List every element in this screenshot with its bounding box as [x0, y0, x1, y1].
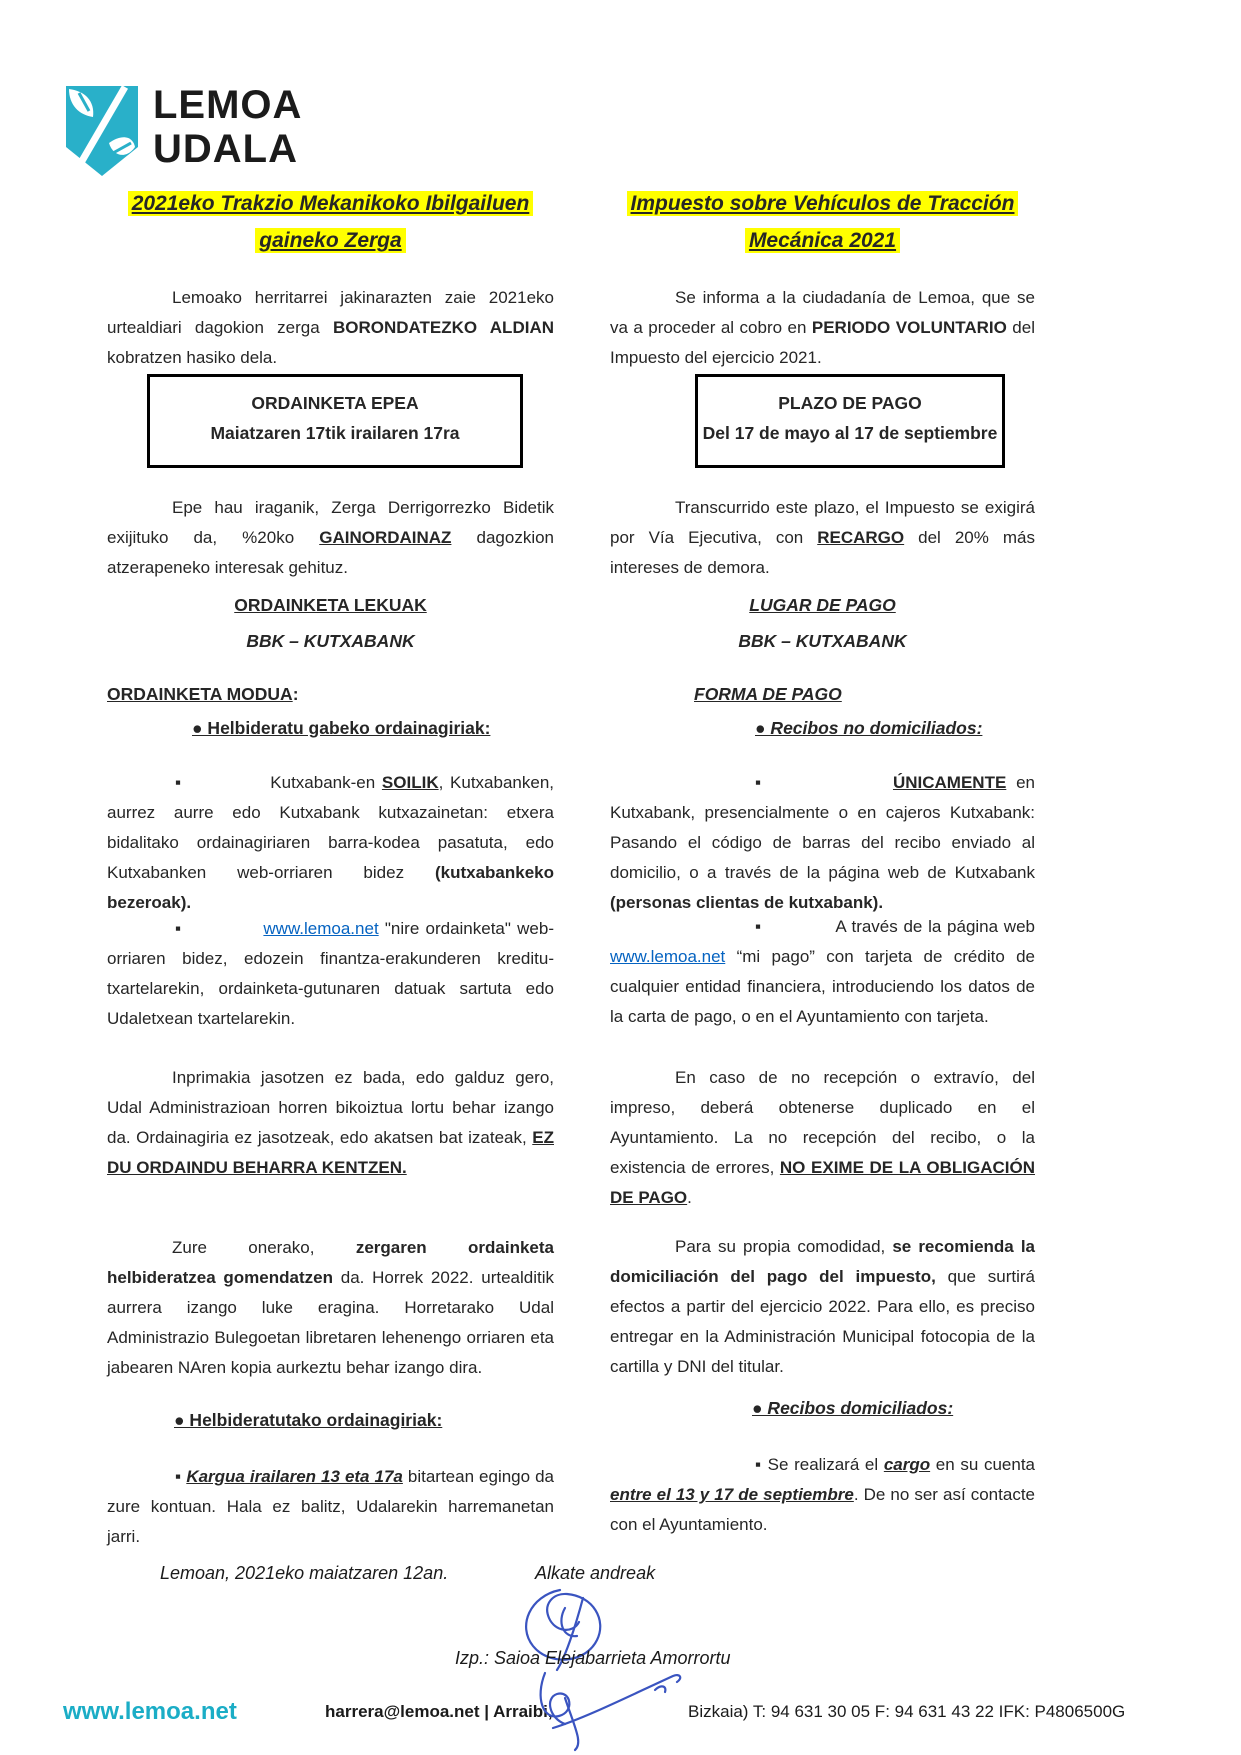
- heading-bank-es: BBK – KUTXABANK: [738, 631, 907, 651]
- title-es-line1: Impuesto sobre Vehículos de Tracción: [627, 191, 1019, 216]
- bullet-account-charge-es: ▪ Se realizará el cargo en su cuenta entre el 13 y 17 de septiembre. De no ser así contacte con el Ayuntamiento.: [610, 1455, 1036, 1534]
- footer-website-link[interactable]: www.lemoa.net: [63, 1698, 237, 1725]
- paragraph-intro-es: Se informa a la ciudadanía de Lemoa, que se va a proceder al cobro en PERIODO VOLUNTARIO del Impuesto del ejercicio 2021.: [610, 288, 1035, 367]
- title-eu-line2: gaineko Zerga: [255, 228, 405, 253]
- title-es: [610, 185, 1035, 259]
- paragraph-intro-eu: Lemoako herritarrei jakinarazten zaie 2021eko urtealdiari dagokion zerga BORONDATEZKO ALDIAN kobratzen hasiko dela.: [107, 288, 554, 367]
- heading-payment-mode-es: FORMA DE PAGO: [694, 684, 842, 704]
- paragraph-duplicate-es: En caso de no recepción o extravío, del impreso, deberá obtenerse duplicado en el Ayuntamiento. La no recepción del recibo, o la existencia de errores, NO EXIME DE LA OBLIGACIÓN DE PAGO.: [610, 1068, 1035, 1207]
- heading-bank-eu: BBK – KUTXABANK: [246, 631, 415, 651]
- signer-role: Alkate andreak: [535, 1563, 656, 1583]
- bullet-web-payment-es: ▪ A través de la página web www.lemoa.net “mi pago” con tarjeta de crédito de cualquier entidad financiera, introduciendo los datos de la carta de pago, o en el Ayuntamiento con tarjeta.: [610, 917, 1035, 1026]
- payment-period-title-eu: ORDAINKETA EPEA: [251, 393, 419, 413]
- title-eu-line1: 2021eko Trakzio Mekanikoko Ibilgailuen: [128, 191, 534, 216]
- heading-payment-places-es: LUGAR DE PAGO: [749, 595, 896, 615]
- heading-payment-places-eu: ORDAINKETA LEKUAK: [234, 595, 427, 615]
- paragraph-domiciliation-es: Para su propia comodidad, se recomienda la domiciliación del pago del impuesto, que surtirá efectos a partir del ejercicio 2022. Para ello, es preciso entregar en la Administración Municipal fotocopia de la cartilla y DNI del titular.: [610, 1237, 1035, 1376]
- payment-period-box-eu: [147, 374, 523, 468]
- heading-non-domiciled-es: ● Recibos no domiciliados:: [755, 718, 983, 738]
- heading-payment-mode-eu: ORDAINKETA MODUA:: [107, 684, 299, 704]
- footer-contact-email: harrera@lemoa.net | Arraibi,: [325, 1702, 553, 1721]
- footer-contact-phone: Bizkaia) T: 94 631 30 05 F: 94 631 43 22 IFK: P4806500G: [688, 1702, 1126, 1721]
- bullet-web-payment-eu: ▪ www.lemoa.net "nire ordainketa" web-orriaren bidez, edozein finantza-erakunderen kreditu-txartelarekin, ordainketa-gutunaren datuak sartuta edo Udaletxean txartelarekin.: [107, 919, 554, 1028]
- paragraph-domiciliation-eu: Zure onerako, zergaren ordainketa helbideratzea gomendatzen da. Horrek 2022. urtealditik aurrera izango luke eragina. Horretarako Udal Administrazio Bulegoetan libretaren lehenengo orriaren eta jabearen NAren kopia aurkeztu behar izango dira.: [107, 1238, 554, 1377]
- paragraph-deadline-eu: Epe hau iraganik, Zerga Derrigorrezko Bidetik exijituko da, %20ko GAINORDAINAZ dagozkion atzerapeneko interesak gehituz.: [107, 498, 555, 577]
- heading-domiciled-es: ● Recibos domiciliados:: [752, 1398, 954, 1418]
- logo-line-1: LEMOA: [153, 83, 303, 127]
- paragraph-deadline-es: Transcurrido este plazo, el Impuesto se exigirá por Vía Ejecutiva, con RECARGO del 20% más intereses de demora.: [610, 498, 1035, 577]
- heading-non-domiciled-eu: ● Helbideratu gabeko ordainagiriak:: [192, 718, 491, 738]
- inline-link[interactable]: www.lemoa.net: [610, 947, 726, 966]
- title-eu: [107, 185, 554, 259]
- basque-column: [107, 0, 554, 1755]
- heading-domiciled-eu: ● Helbideratutako ordainagiriak:: [174, 1410, 443, 1430]
- spanish-column: [610, 0, 1035, 1755]
- signed-by-line: Izp.: Saioa Elejabarrieta Amorrortu: [455, 1648, 731, 1668]
- bullet-kutxabank-es: ▪ ÚNICAMENTE en Kutxabank, presencialmente o en cajeros Kutxabank: Pasando el código de barras del recibo enviado al domicilio, o a través de la página web de Kutxabank (personas clientas de kutxabank).: [610, 773, 1035, 912]
- payment-period-box-es: [695, 374, 1005, 468]
- payment-period-dates-es: Del 17 de mayo al 17 de septiembre: [702, 423, 998, 443]
- bullet-account-charge-eu: ▪ Kargua irailaren 13 eta 17a bitartean egingo da zure kontuan. Hala ez balitz, Udalarekin harremanetan jarri.: [107, 1467, 554, 1546]
- inline-link[interactable]: www.lemoa.net: [263, 919, 379, 938]
- logo-line-2: UDALA: [153, 127, 298, 171]
- bullet-kutxabank-eu: ▪ Kutxabank-en SOILIK, Kutxabanken, aurrez aurre edo Kutxabank kutxazainetan: etxera bidalitako ordainagiriaren barra-kodea pasatuta, edo Kutxabanken web-orriaren bidez (kutxabankeko bezeroak).: [107, 773, 554, 912]
- place-date-line: Lemoan, 2021eko maiatzaren 12an.: [160, 1563, 449, 1583]
- paragraph-duplicate-eu: Inprimakia jasotzen ez bada, edo galduz gero, Udal Administrazioan horren bikoiztua lortu behar izango da. Ordainagiria ez jasotzeak, edo akatsen bat izateak, EZ DU ORDAINDU BEHARRA KENTZEN.: [107, 1068, 554, 1177]
- title-es-line2: Mecánica 2021: [745, 228, 900, 253]
- payment-period-title-es: PLAZO DE PAGO: [778, 393, 922, 413]
- payment-period-dates-eu: Maiatzaren 17tik irailaren 17ra: [210, 423, 460, 443]
